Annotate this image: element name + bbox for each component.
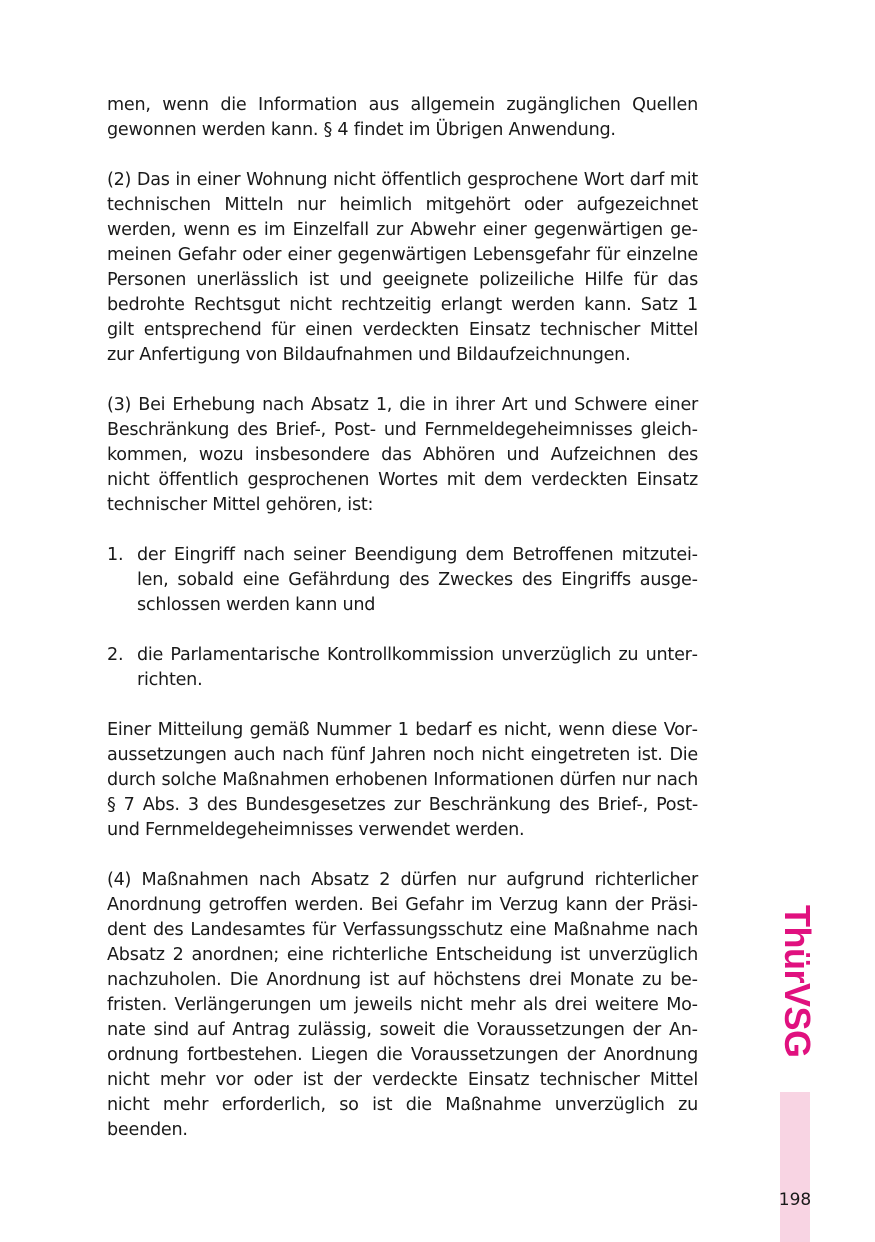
paragraph-3-continued: Einer Mitteilung gemäß Nummer 1 bedarf es nicht, wenn diese Voraussetzungen auch nach fünf Jahren noch nicht eingetreten ist. Die durch solche Maßnahmen erhobenen Informationen dürfen nur nach § 7 Abs. 3 des Bundesgesetzes zur Beschränkung des Brief-, Post- und Fernmeldegeheimnisses verwendet werden. — [107, 720, 698, 840]
page-tab-bar — [780, 1092, 810, 1242]
paragraph-2: (2) Das in einer Wohnung nicht öffentlich gesprochene Wort darf mit technischen Mitteln nur heimlich mitgehört oder aufgezeichnet werden, wenn es im Einzelfall zur Abwehr einer gegenwärtigen gemeinen Gefahr oder einer gegenwärtigen Lebensgefahr für einzelne Personen unerlässlich ist und geeignete polizeiliche Hilfe für das bedrohte Rechtsgut nicht rechtzeitig erlangt werden kann. Satz 1 gilt entsprechend für einen verdeckten Einsatz technischer Mittel zur Anfertigung von Bildaufnahmen und Bildaufzeichnungen. — [107, 170, 698, 365]
numbered-list — [107, 543, 698, 693]
list-item-number: 1. — [107, 545, 124, 565]
page-body — [107, 93, 698, 1168]
paragraph-4: (4) Maßnahmen nach Absatz 2 dürfen nur aufgrund richterlicher Anordnung getroffen werden. Bei Gefahr im Verzug kann der Präsident des Landesamtes für Verfassungsschutz eine Maßnahme nach Absatz 2 anordnen; eine richterliche Entscheidung ist unverzüglich nachzuholen. Die Anordnung ist auf höchstens drei Monate zu befristen. Verlängerungen um jeweils nicht mehr als drei weitere Monate sind auf Antrag zulässig, soweit die Voraussetzungen der Anordnung fortbestehen. Liegen die Voraussetzungen der Anordnung nicht mehr vor oder ist der verdeckte Einsatz technischer Mittel nicht mehr erforderlich, so ist die Maßnahme unverzüglich zu beenden. — [107, 870, 698, 1140]
list-item — [107, 543, 698, 618]
section-side-title: ThürVSG — [777, 905, 818, 1058]
paragraph-continuation: men, wenn die Information aus allgemein zugänglichen Quellen gewonnen werden kann. § 4 findet im Übrigen Anwendung. — [107, 95, 698, 140]
list-item-number: 2. — [107, 645, 124, 665]
list-item-text: die Parlamentarische Kontrollkommission unverzüglich zu unterrichten. — [137, 645, 698, 690]
paragraph-3: (3) Bei Erhebung nach Absatz 1, die in ihrer Art und Schwere einer Beschränkung des Brief-, Post- und Fernmeldegeheimnisses gleichkommen, wozu insbesondere das Abhören und Aufzeichnen des nicht öffentlich gesprochenen Wortes mit dem verdeckten Einsatz technischer Mittel gehören, ist: — [107, 395, 698, 515]
list-item-text: der Eingriff nach seiner Beendigung dem Betroffenen mitzuteilen, sobald eine Gefährdung des Zweckes des Eingriffs ausgeschlossen werden kann und — [137, 545, 698, 615]
list-item — [107, 643, 698, 693]
page-number: 198 — [778, 1190, 812, 1210]
